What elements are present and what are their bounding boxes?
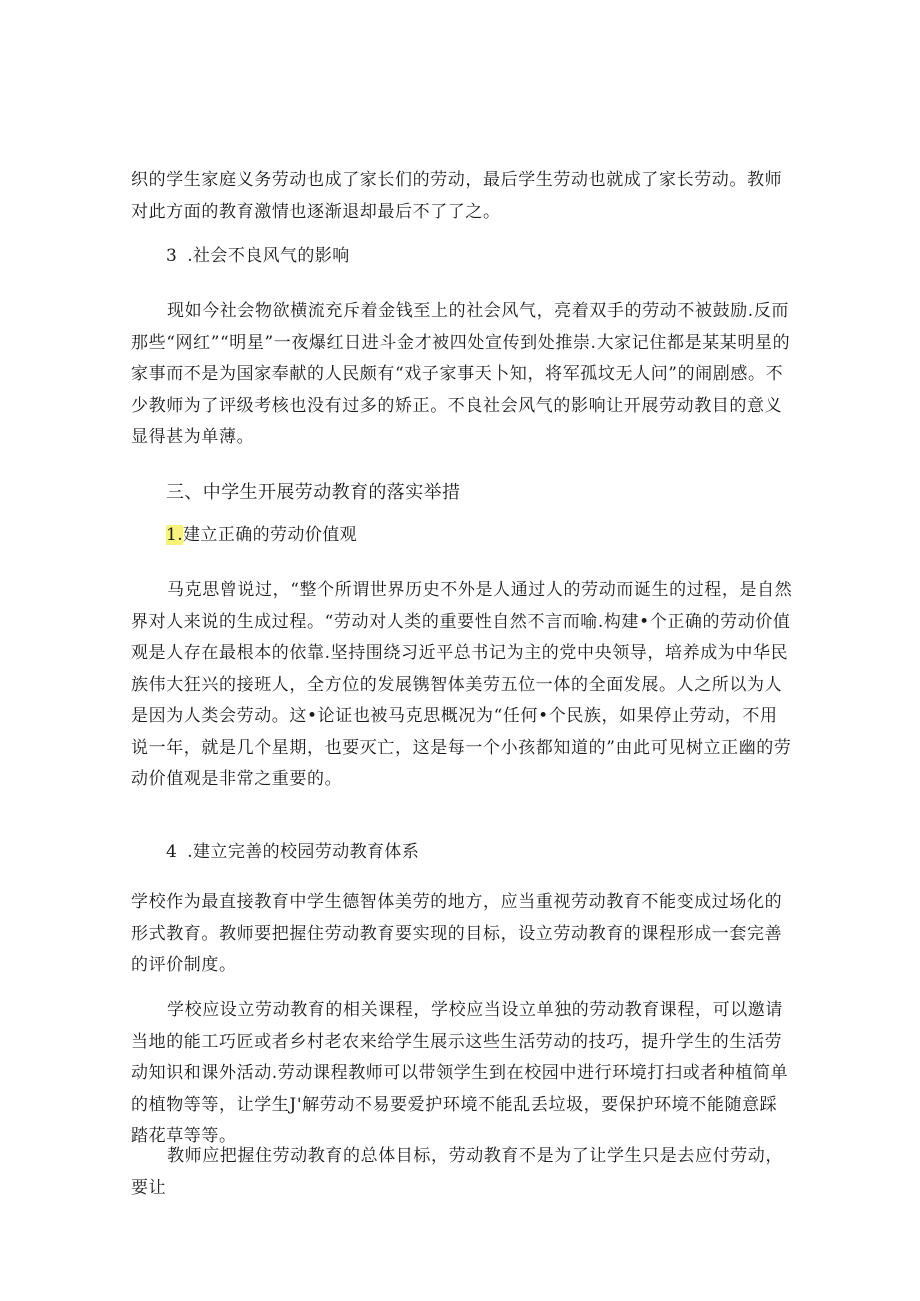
paragraph-school-role: 学校作为最直接教育中学生德智体美劳的地方，应当重视劳动教育不能变成过场化的形式教育。教师要把握住劳动教育要实现的目标，设立劳动教育的课程形成一套完善的评价制度。 [131,892,783,975]
paragraph-marx-quote: 马克思曾说过，“整个所谓世界历史不外是人通过人的劳动而诞生的过程，是自然界对人来说的生成过程。“劳动对人类的重要性自然不言而喻.构建•个正确的劳动价值观是人存在最根本的依靠.坚持围绕习近平总书记为主的党中央领导，培养成为中华民族伟大狂兴的接班人，全方位的发展镌智体美劳五位一体的全面发展。人之所以为人是因为人类会劳动。这•论证也被马克思概况为“任何•个民族，如果停止劳动，不用说一年，就是几个星期，也要灭亡，这是每一个小孩都知道的”由此可见树立正幽的劳动价值观是非常之重要的。 [131,580,793,789]
heading-labor-values [166,522,357,548]
heading-number: 4 [166,842,178,862]
paragraph-courses: 学校应设立劳动教育的相关课程，学校应当设立单独的劳动教育课程，可以邀请当地的能工巧匠或者乡村老农来给学生展示这些生活劳动的技巧，提升学生的生活劳动知识和课外活动.劳动课程教师可以带领学生到在校园中进行环境打扫或者种植简单的植物等等，让学生J'解劳动不易要爱护环境不能乱丢垃圾，要保护环境不能随意踩踏花草等等。 [131,1000,789,1146]
heading-number: 3 [166,246,178,266]
paragraph-family-labor: 织的学生家庭义务劳动也成了家长们的劳动，最后学生劳动也就成了家长劳动。教师对此方面的教育激情也逐渐退却最后不了了之。 [131,170,783,222]
heading-text: .社会不良风气的影响 [187,246,350,266]
heading-text: .建立完善的校园劳动教育体系 [187,842,420,862]
section-heading-measures: 三、中学生开展劳动教育的落实举措 [166,482,461,503]
heading-text: 建立正确的劳动价值观 [183,525,358,545]
paragraph-social-atmosphere: 现如今社会物欲横流充斥着金钱至上的社会风气，亮着双手的劳动不被鼓励.反而那些“网红”“明星”一夜爆红日进斗金才被四处宣传到处推崇.大家记住都是某某明星的家事而不是为国家奉献的人民颇有“戏子家事天卜知，将军孤坟无人问”的闹剧感。不少教师为了评级考核也没有过多的矫正。不良社会风气的影响让开展劳动教目的意义显得甚为单薄。 [131,301,791,447]
heading-social-atmosphere [166,243,350,269]
paragraph-teacher-goal: 教师应把握住劳动教育的总体目标，劳动教育不是为了让学生只是去应付劳动，要让 [131,1146,783,1198]
heading-number-highlighted: 1. [166,525,184,545]
heading-school-system [166,839,419,865]
